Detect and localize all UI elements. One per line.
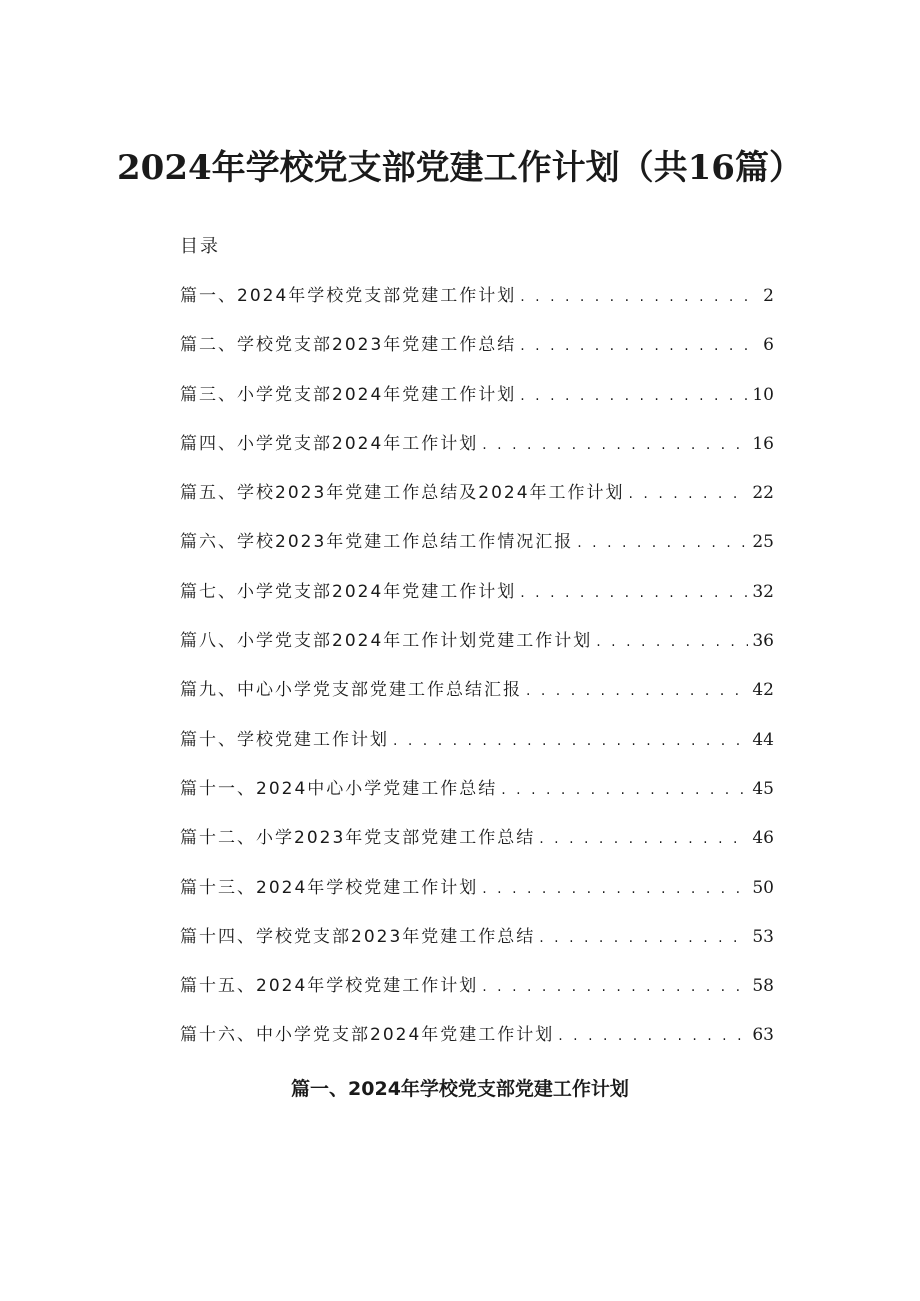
toc-dot-leader bbox=[482, 874, 748, 904]
toc-dot-leader bbox=[520, 381, 748, 411]
toc-dot-leader bbox=[482, 972, 748, 1002]
toc-item-5[interactable] bbox=[180, 478, 774, 527]
toc-page-number: 6 bbox=[763, 335, 774, 356]
toc-item-label: 篇三、小学党支部2024年党建工作计划 bbox=[180, 384, 517, 405]
toc-page-number: 2 bbox=[763, 286, 774, 306]
toc-item-1[interactable] bbox=[180, 281, 774, 330]
toc-page-number: 53 bbox=[752, 926, 774, 947]
toc-page-number: 10 bbox=[752, 384, 774, 405]
section-heading: 篇一、2024年学校党支部党建工作计划 bbox=[291, 1078, 629, 1100]
toc-item-label: 篇十五、2024年学校党建工作计划 bbox=[180, 976, 479, 997]
toc-dot-leader bbox=[558, 1021, 748, 1051]
toc-dot-leader bbox=[482, 430, 748, 460]
toc-dot-leader bbox=[520, 578, 748, 608]
toc-item-label: 篇十三、2024年学校党建工作计划 bbox=[180, 877, 479, 898]
toc-item-label: 篇十四、学校党支部2023年党建工作总结 bbox=[180, 926, 536, 947]
toc-page-number: 58 bbox=[752, 976, 774, 997]
toc-item-label: 篇十六、中小学党支部2024年党建工作计划 bbox=[180, 1025, 555, 1046]
toc-dot-leader bbox=[539, 824, 748, 854]
toc-page-number: 63 bbox=[752, 1025, 774, 1046]
toc-item-label: 篇五、学校2023年党建工作总结及2024年工作计划 bbox=[180, 483, 625, 504]
toc-dot-leader bbox=[596, 627, 748, 657]
toc-page-number: 46 bbox=[752, 828, 774, 849]
toc-heading: 目录 bbox=[180, 236, 220, 257]
toc-dot-leader bbox=[539, 923, 748, 953]
toc-item-9[interactable] bbox=[180, 675, 774, 724]
toc-item-label: 篇六、学校2023年党建工作总结工作情况汇报 bbox=[180, 532, 574, 553]
toc-page-number: 25 bbox=[752, 532, 774, 553]
toc-item-16[interactable] bbox=[180, 1020, 774, 1069]
toc-item-12[interactable] bbox=[180, 823, 774, 872]
toc-item-label: 篇十一、2024中心小学党建工作总结 bbox=[180, 778, 498, 799]
toc-item-10[interactable] bbox=[180, 725, 774, 774]
toc-dot-leader bbox=[393, 726, 748, 756]
document-title: 2024年学校党支部党建工作计划（共16篇） bbox=[117, 148, 803, 188]
toc-item-label: 篇八、小学党支部2024年工作计划党建工作计划 bbox=[180, 631, 593, 652]
toc-item-15[interactable] bbox=[180, 971, 774, 1020]
toc-page-number: 44 bbox=[752, 729, 774, 750]
toc-dot-leader bbox=[526, 676, 748, 706]
toc-item-2[interactable] bbox=[180, 330, 774, 379]
toc-dot-leader bbox=[501, 775, 748, 805]
toc-item-8[interactable] bbox=[180, 626, 774, 675]
toc-item-6[interactable] bbox=[180, 527, 774, 576]
toc-page-number: 50 bbox=[752, 877, 774, 898]
toc-dot-leader bbox=[629, 479, 749, 509]
toc-item-label: 篇十二、小学2023年党支部党建工作总结 bbox=[180, 828, 536, 849]
toc-page-number: 22 bbox=[752, 483, 774, 504]
toc-item-13[interactable] bbox=[180, 873, 774, 922]
toc-item-11[interactable] bbox=[180, 774, 774, 823]
toc-item-14[interactable] bbox=[180, 922, 774, 971]
toc-page-number: 45 bbox=[752, 778, 774, 799]
table-of-contents bbox=[180, 281, 774, 1070]
toc-page-number: 36 bbox=[752, 631, 774, 652]
toc-page-number: 32 bbox=[752, 581, 774, 602]
toc-item-label: 篇七、小学党支部2024年党建工作计划 bbox=[180, 581, 517, 602]
toc-item-4[interactable] bbox=[180, 429, 774, 478]
toc-page-number: 42 bbox=[752, 680, 774, 701]
toc-item-label: 篇四、小学党支部2024年工作计划 bbox=[180, 433, 479, 454]
toc-item-label: 篇一、2024年学校党支部党建工作计划 bbox=[180, 286, 517, 306]
toc-dot-leader bbox=[520, 331, 759, 361]
toc-page-number: 16 bbox=[752, 433, 774, 454]
toc-dot-leader bbox=[577, 528, 748, 558]
toc-item-label: 篇九、中心小学党支部党建工作总结汇报 bbox=[180, 680, 522, 701]
toc-item-7[interactable] bbox=[180, 577, 774, 626]
toc-item-label: 篇十、学校党建工作计划 bbox=[180, 729, 389, 750]
toc-item-3[interactable] bbox=[180, 380, 774, 429]
toc-dot-leader bbox=[520, 282, 759, 312]
toc-item-label: 篇二、学校党支部2023年党建工作总结 bbox=[180, 335, 517, 356]
